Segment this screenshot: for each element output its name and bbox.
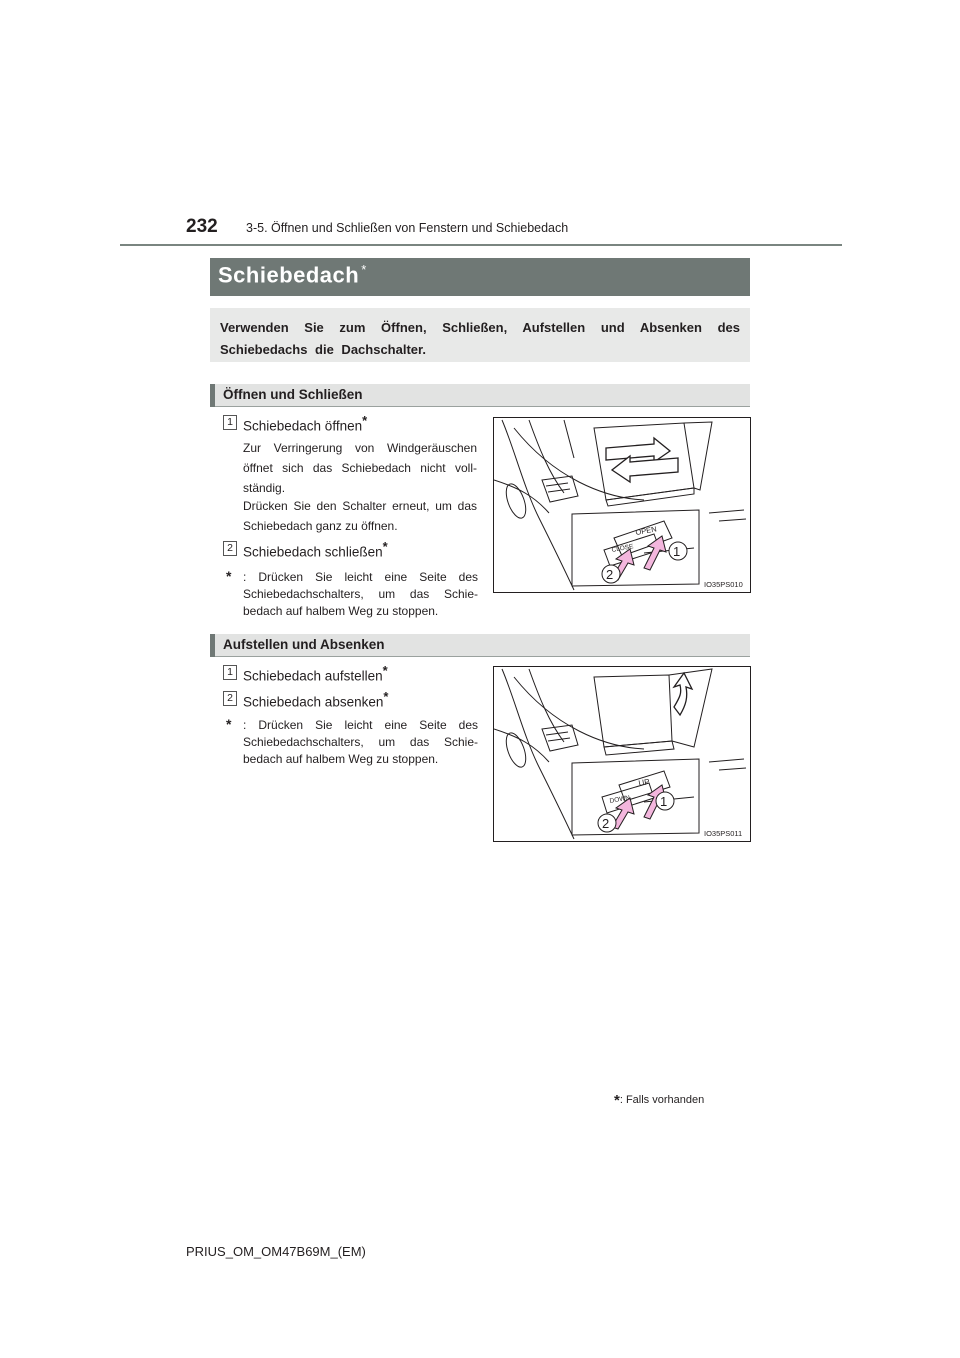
section-title-bar xyxy=(210,258,750,296)
intro-box xyxy=(210,308,750,362)
callout-2: 2 xyxy=(602,816,610,831)
figure-tilt xyxy=(493,666,751,842)
step-open: Schiebedach öffnen* xyxy=(243,413,368,434)
figure-code: IO35PS011 xyxy=(704,829,743,838)
asterisk-marker: * xyxy=(226,716,232,732)
note-stop-halfway-1: * : Drücken Sie leicht eine Seite des Schiebedachschalters, um das Schie-bedach auf halbem Weg zu stoppen. xyxy=(226,568,478,618)
asterisk-marker: * xyxy=(614,1092,620,1109)
roof-switch-tilt-illustration xyxy=(494,667,750,841)
button-label-close: CLOSE xyxy=(611,543,635,554)
header-divider xyxy=(120,244,842,246)
callout-1: 1 xyxy=(673,544,681,559)
optional-marker: * xyxy=(361,262,367,277)
section-heading-open-close: Öffnen und Schließen xyxy=(210,384,750,407)
page-title: Schiebedach * xyxy=(218,262,367,288)
callout-2: 2 xyxy=(606,567,614,582)
button-label-up: UP xyxy=(637,777,651,788)
note-stop-halfway-2: * : Drücken Sie leicht eine Seite des Schiebedachschalters, um das Schie-bedach auf halbem Weg zu stoppen. xyxy=(226,716,478,766)
step-tilt-down: Schiebedach absenken* xyxy=(243,689,389,710)
step-number-1: 1 xyxy=(223,415,237,430)
button-label-down: DOWN xyxy=(609,794,631,805)
step-tilt-up: Schiebedach aufstellen* xyxy=(243,663,388,684)
document-code: PRIUS_OM_OM47B69M_(EM) xyxy=(186,1244,366,1259)
asterisk-marker: * xyxy=(226,568,232,584)
step-open-description-1: Zur Verringerung von Windgeräuschen öffnet sich das Schiebedach nicht voll-ständig. xyxy=(243,441,477,495)
button-label-open: OPEN xyxy=(634,524,658,537)
section-heading-tilt: Aufstellen und Absenken xyxy=(210,634,750,657)
step-number-1: 1 xyxy=(223,665,237,680)
footnote: *: Falls vorhanden xyxy=(614,1092,705,1109)
callout-1: 1 xyxy=(660,794,668,809)
step-number-2: 2 xyxy=(223,541,237,556)
chapter-title: 3-5. Öffnen und Schließen von Fenstern und Schiebedach xyxy=(246,221,569,235)
intro-text: Verwenden Sie zum Öffnen, Schließen, Aufstellen und Absenken des Schiebedachs die Dachschalter. xyxy=(220,320,740,357)
figure-open-close xyxy=(493,417,751,593)
step-close: Schiebedach schließen* xyxy=(243,539,388,560)
step-open-description-2: Drücken Sie den Schalter erneut, um das Schiebedach ganz zu öffnen. xyxy=(243,499,477,533)
page-number: 232 xyxy=(186,216,218,237)
step-number-2: 2 xyxy=(223,691,237,706)
roof-switch-illustration xyxy=(494,418,750,592)
figure-code: IO35PS010 xyxy=(704,580,743,589)
